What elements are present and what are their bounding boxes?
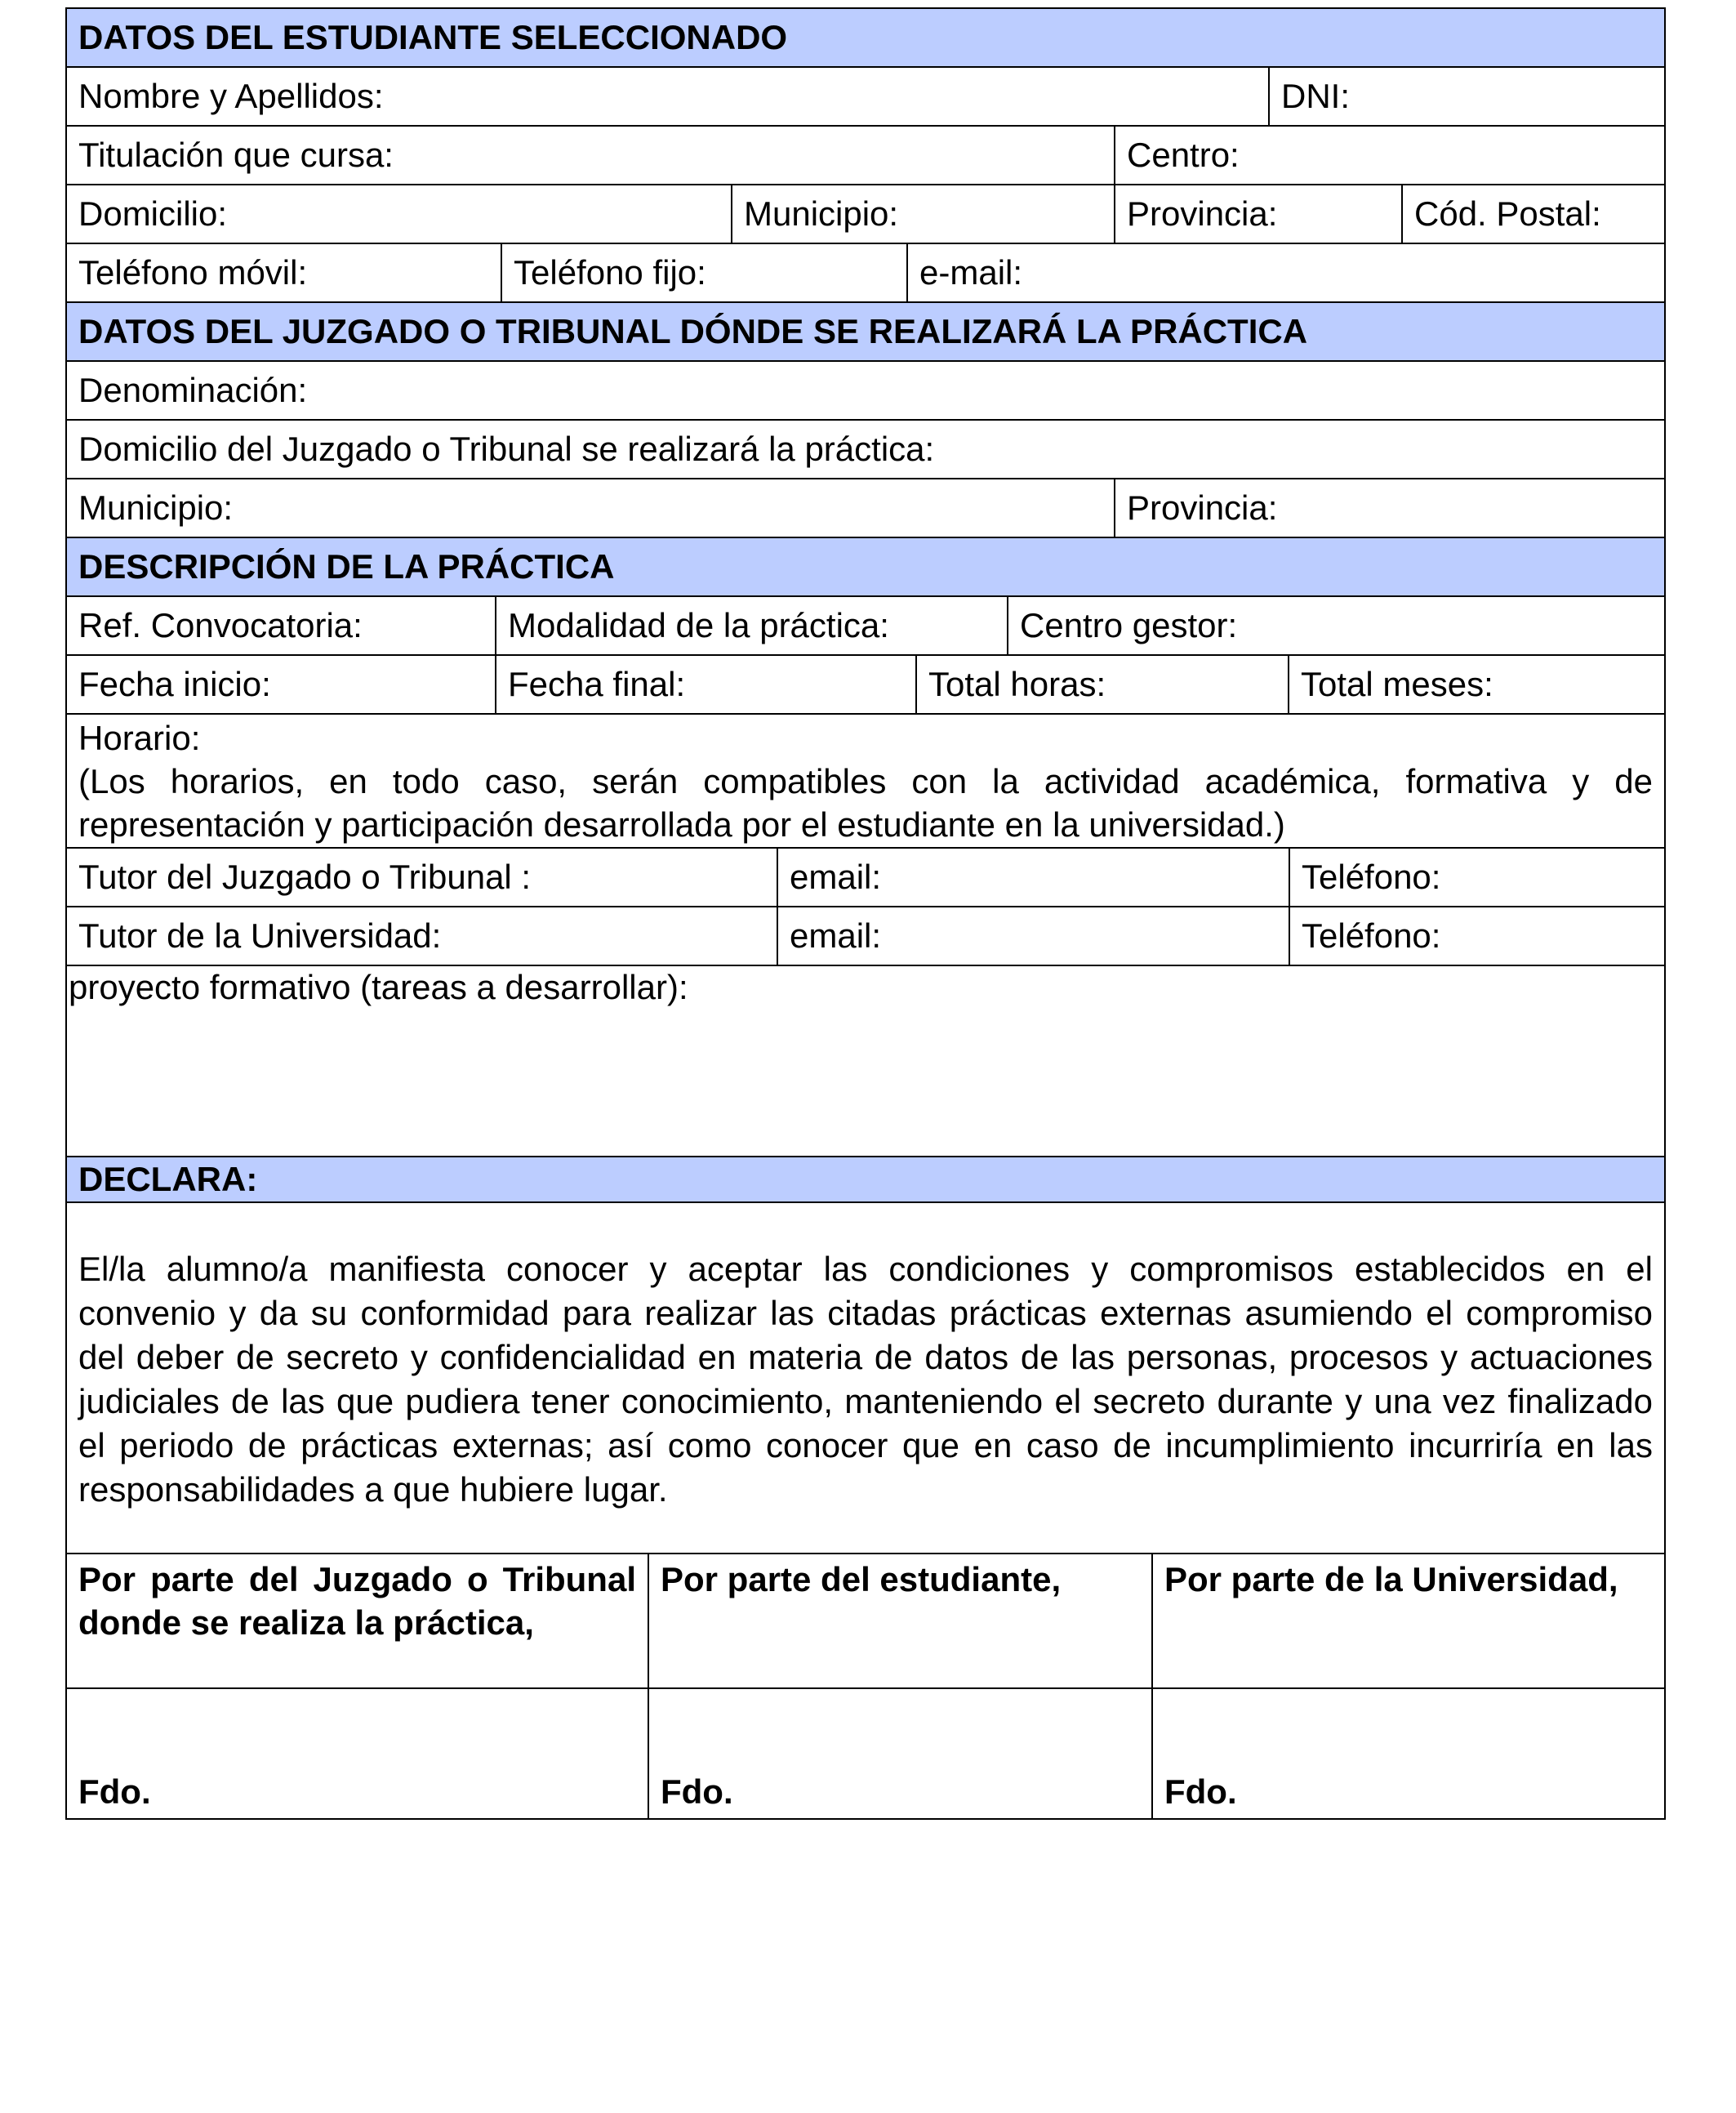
- signature-juzgado-field[interactable]: [67, 1689, 649, 1818]
- total-meses-field[interactable]: Total meses:: [1301, 665, 1493, 703]
- tutor-juzgado-field[interactable]: Tutor del Juzgado o Tribunal :: [67, 849, 778, 906]
- section-header-student: [67, 9, 1664, 68]
- court-provincia-field[interactable]: Provincia:: [1127, 488, 1278, 527]
- telefono-fijo-field[interactable]: Teléfono fijo:: [502, 244, 908, 301]
- email-field[interactable]: e-mail:: [919, 253, 1023, 292]
- form-row: [67, 656, 1664, 715]
- signature-header-row: [67, 1554, 1664, 1689]
- total-horas-field[interactable]: Total horas:: [917, 656, 1289, 713]
- fdo-label: Fdo.: [78, 1772, 151, 1811]
- practice-agreement-form: [65, 7, 1666, 1820]
- tutor-juzgado-telefono-field[interactable]: Teléfono:: [1302, 858, 1441, 896]
- tutor-universidad-telefono-field[interactable]: Teléfono:: [1302, 916, 1441, 955]
- tutor-juzgado-email-field[interactable]: email:: [778, 849, 1290, 906]
- centro-field[interactable]: Centro:: [1127, 136, 1240, 174]
- municipio-field[interactable]: Municipio:: [732, 185, 1115, 243]
- titulacion-field[interactable]: Titulación que cursa:: [67, 127, 1115, 184]
- domicilio-field[interactable]: Domicilio:: [67, 185, 732, 243]
- modalidad-field[interactable]: Modalidad de la práctica:: [496, 597, 1008, 654]
- proyecto-label: proyecto formativo (tareas a desarrollar):: [69, 968, 688, 1006]
- form-row: [67, 421, 1664, 479]
- signature-estudiante-label: Por parte del estudiante,: [649, 1554, 1153, 1687]
- telefono-movil-field[interactable]: Teléfono móvil:: [67, 244, 502, 301]
- signature-universidad-label: Por parte de la Universidad,: [1164, 1560, 1618, 1598]
- court-municipio-field[interactable]: Municipio:: [67, 479, 1115, 537]
- signature-juzgado-label: Por parte del Juzgado o Tribunal donde se realiza la práctica,: [67, 1554, 649, 1687]
- form-row: [67, 127, 1664, 185]
- horario-label: Horario:: [78, 719, 201, 757]
- signature-estudiante-field[interactable]: [649, 1689, 1153, 1818]
- nombre-field[interactable]: Nombre y Apellidos:: [67, 68, 1270, 125]
- form-row: [67, 362, 1664, 421]
- section-title: DATOS DEL JUZGADO O TRIBUNAL DÓNDE SE REALIZARÁ LA PRÁCTICA: [78, 312, 1308, 350]
- tutor-universidad-field[interactable]: Tutor de la Universidad:: [67, 907, 778, 965]
- horario-note: (Los horarios, en todo caso, serán compatibles con la actividad académica, formativa y de representación y participación desarrollada por el estudiante en la universidad.): [78, 762, 1653, 844]
- denominacion-field[interactable]: Denominación:: [78, 371, 308, 409]
- form-row: [67, 479, 1664, 538]
- cod-postal-field[interactable]: Cód. Postal:: [1414, 194, 1601, 233]
- signature-universidad-field[interactable]: [1153, 1689, 1664, 1818]
- tutor-universidad-email-field[interactable]: email:: [778, 907, 1290, 965]
- section-title: DATOS DEL ESTUDIANTE SELECCIONADO: [78, 18, 788, 56]
- section-header-practice: [67, 538, 1664, 597]
- horario-field[interactable]: [67, 715, 1664, 849]
- form-row: [67, 849, 1664, 907]
- fdo-label: Fdo.: [661, 1772, 733, 1811]
- section-header-declara: [67, 1157, 1664, 1203]
- section-header-court: [67, 303, 1664, 362]
- fdo-label: Fdo.: [1164, 1772, 1237, 1811]
- provincia-field[interactable]: Provincia:: [1115, 185, 1403, 243]
- section-title: DECLARA:: [78, 1160, 258, 1198]
- form-row: [67, 597, 1664, 656]
- section-title: DESCRIPCIÓN DE LA PRÁCTICA: [78, 547, 615, 586]
- proyecto-formativo-field[interactable]: [67, 966, 1664, 1157]
- form-row: [67, 68, 1664, 127]
- fecha-inicio-field[interactable]: Fecha inicio:: [67, 656, 496, 713]
- signature-row: [67, 1689, 1664, 1820]
- court-domicilio-field[interactable]: Domicilio del Juzgado o Tribunal se realizará la práctica:: [78, 430, 935, 468]
- declaration-text: El/la alumno/a manifiesta conocer y aceptar las condiciones y compromisos establecidos en el convenio y da su conformidad para realizar las citadas prácticas externas asumiendo el compromiso del deber de secreto y confidencialidad en materia de datos de las personas, procesos y actuaciones judiciales de las que pudiera tener conocimiento, manteniendo el secreto durante y una vez finalizado el periodo de prácticas externas; así como conocer que en caso de incumplimiento incurriría en las responsabilidades a que hubiere lugar.: [67, 1203, 1664, 1554]
- fecha-final-field[interactable]: Fecha final:: [496, 656, 917, 713]
- dni-field[interactable]: DNI:: [1281, 77, 1350, 115]
- form-row: [67, 244, 1664, 303]
- centro-gestor-field[interactable]: Centro gestor:: [1020, 606, 1238, 644]
- form-row: [67, 907, 1664, 966]
- ref-convocatoria-field[interactable]: Ref. Convocatoria:: [67, 597, 496, 654]
- form-row: [67, 185, 1664, 244]
